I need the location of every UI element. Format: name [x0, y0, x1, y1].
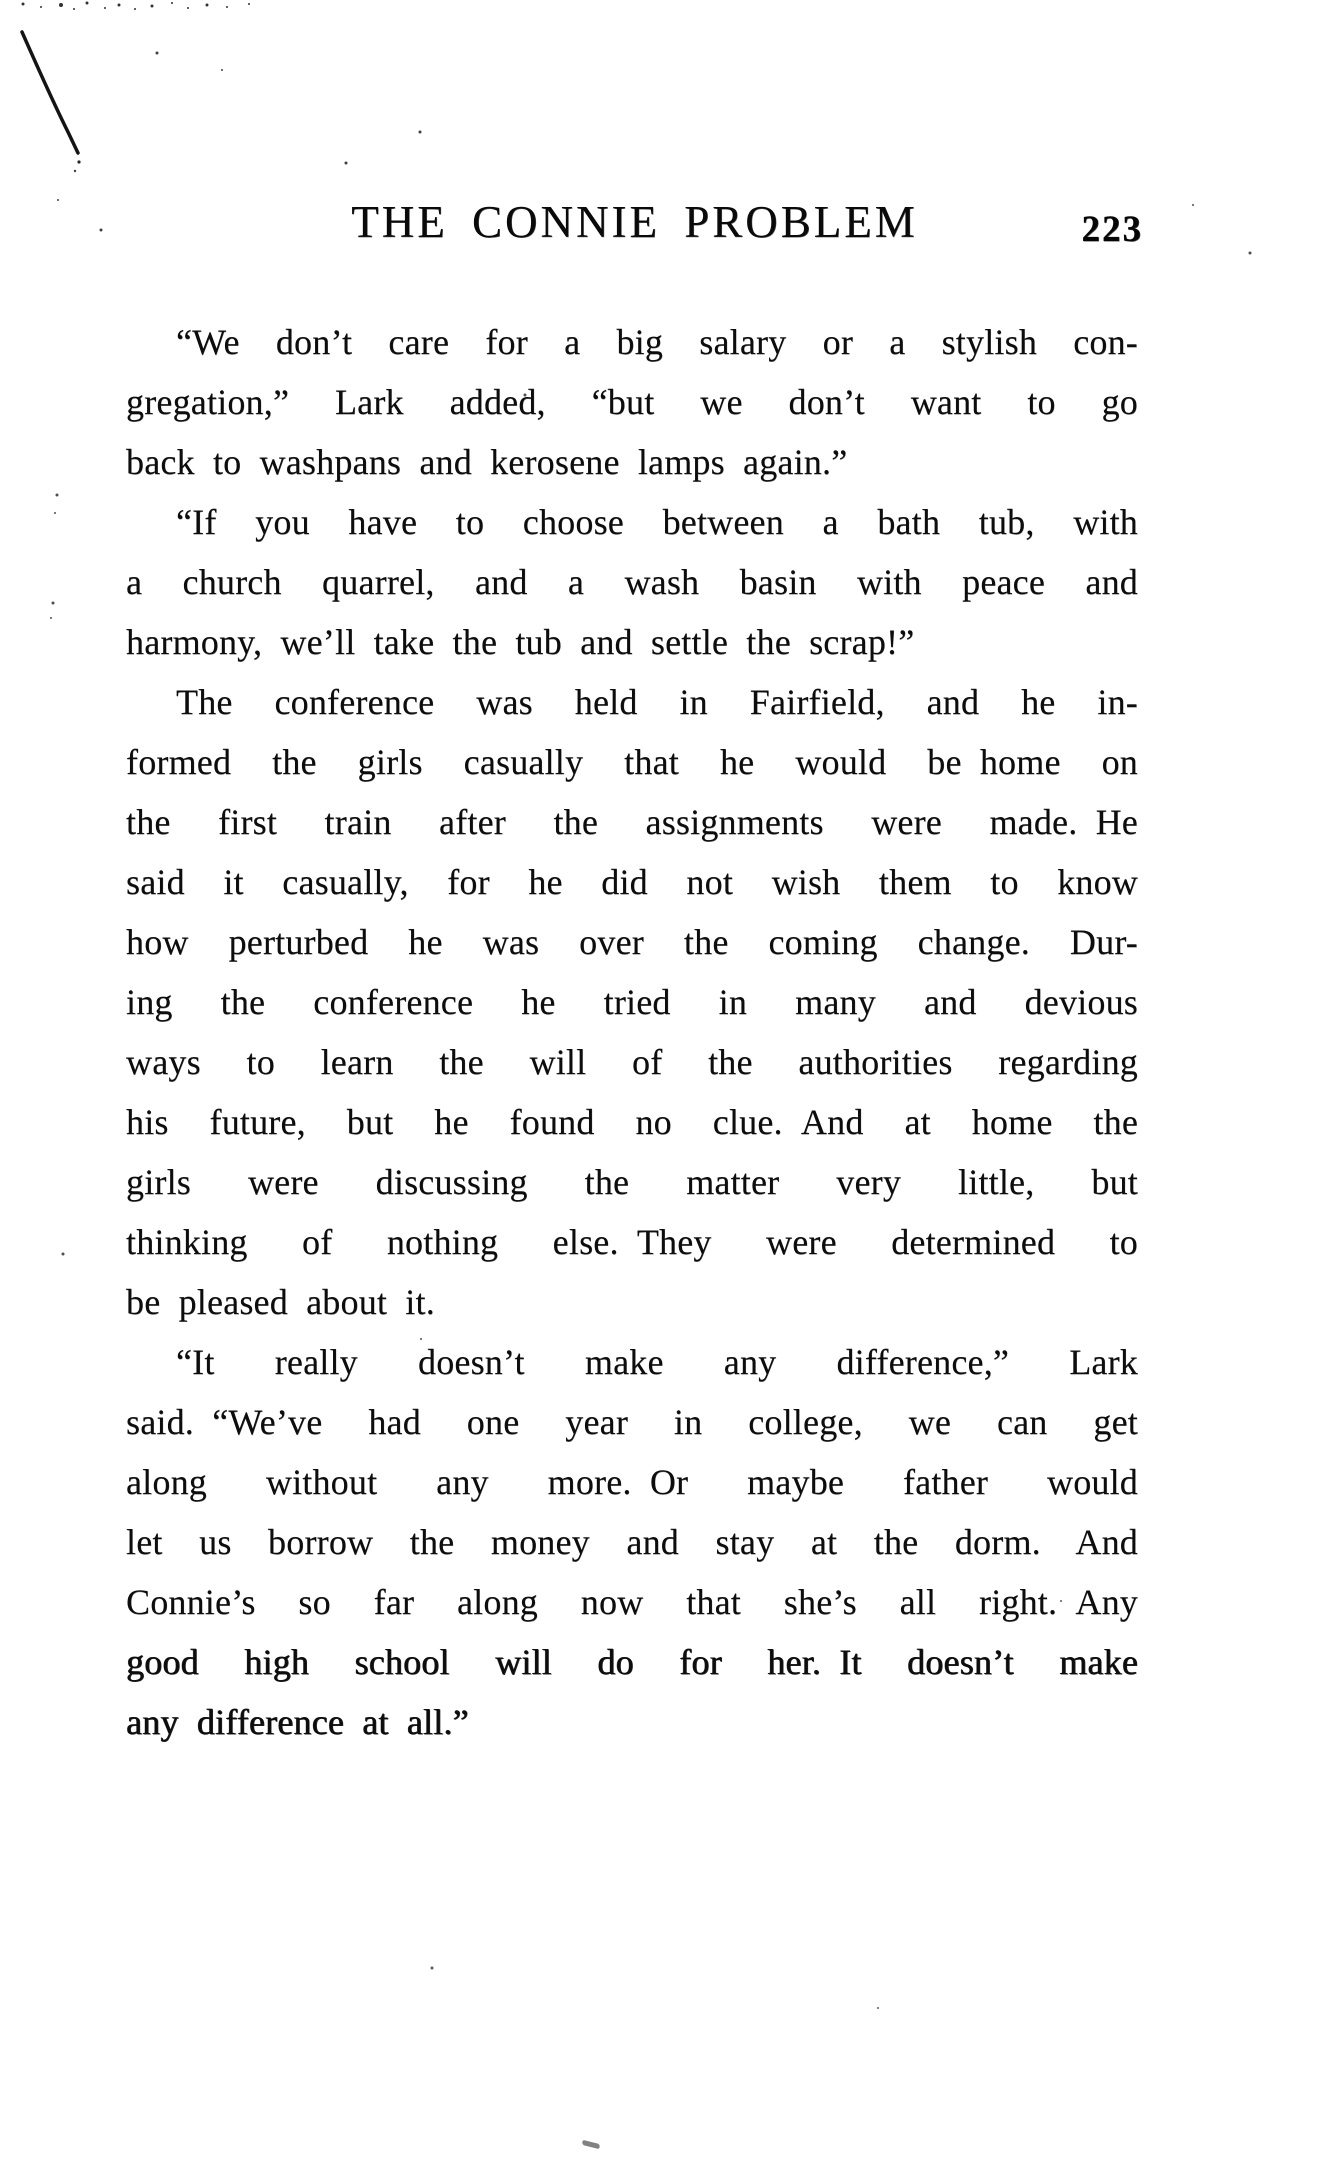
text-line: Connie’s so far along now that she’s all right. Any — [126, 1582, 1138, 1622]
running-header — [126, 196, 1143, 256]
text-line: girls were discussing the matter very little, but — [126, 1162, 1138, 1202]
text-line: back to washpans and kerosene lamps again.” — [126, 442, 848, 482]
text-line: “We don’t care for a big salary or a stylish con- — [176, 322, 1138, 362]
text-line: said. “We’ve had one year in college, we can get — [126, 1402, 1138, 1442]
text-line: harmony, we’ll take the tub and settle the scrap!” — [126, 622, 915, 662]
scan-speckles — [0, 0, 2, 2]
scan-scratch-artifact — [0, 0, 130, 190]
text-line: let us borrow the money and stay at the dorm. And — [126, 1522, 1138, 1562]
chapter-title: THE CONNIE PROBLEM — [351, 197, 918, 247]
text-line: “If you have to choose between a bath tub, with — [176, 502, 1138, 542]
text-line: along without any more. Or maybe father would — [126, 1462, 1138, 1502]
text-line: his future, but he found no clue. And at home the — [126, 1102, 1138, 1142]
text-line: said it casually, for he did not wish them to know — [126, 862, 1138, 902]
text-line: ways to learn the will of the authorities regarding — [126, 1042, 1138, 1082]
page-body — [126, 312, 1138, 1752]
text-line: ing the conference he tried in many and devious — [126, 982, 1138, 1022]
text-line: gregation,” Lark added, “but we don’t want to go — [126, 382, 1138, 422]
text-line: “It really doesn’t make any difference,” Lark — [176, 1342, 1138, 1382]
text-line: how perturbed he was over the coming change. Dur- — [126, 922, 1138, 962]
text-line: thinking of nothing else. They were determined to — [126, 1222, 1138, 1262]
text-line: good high school will do for her. It doesn’t make — [126, 1642, 1138, 1682]
text-line: formed the girls casually that he would be home on — [126, 742, 1138, 782]
text-line: a church quarrel, and a wash basin with peace and — [126, 562, 1138, 602]
page-number: 223 — [1081, 209, 1143, 250]
text-line: be pleased about it. — [126, 1282, 435, 1322]
text-line: the first train after the assignments were made. He — [126, 802, 1138, 842]
text-line: The conference was held in Fairfield, and he in- — [176, 682, 1138, 722]
scan-smudge-artifact — [582, 2140, 601, 2149]
text-line: any difference at all.” — [126, 1702, 469, 1742]
